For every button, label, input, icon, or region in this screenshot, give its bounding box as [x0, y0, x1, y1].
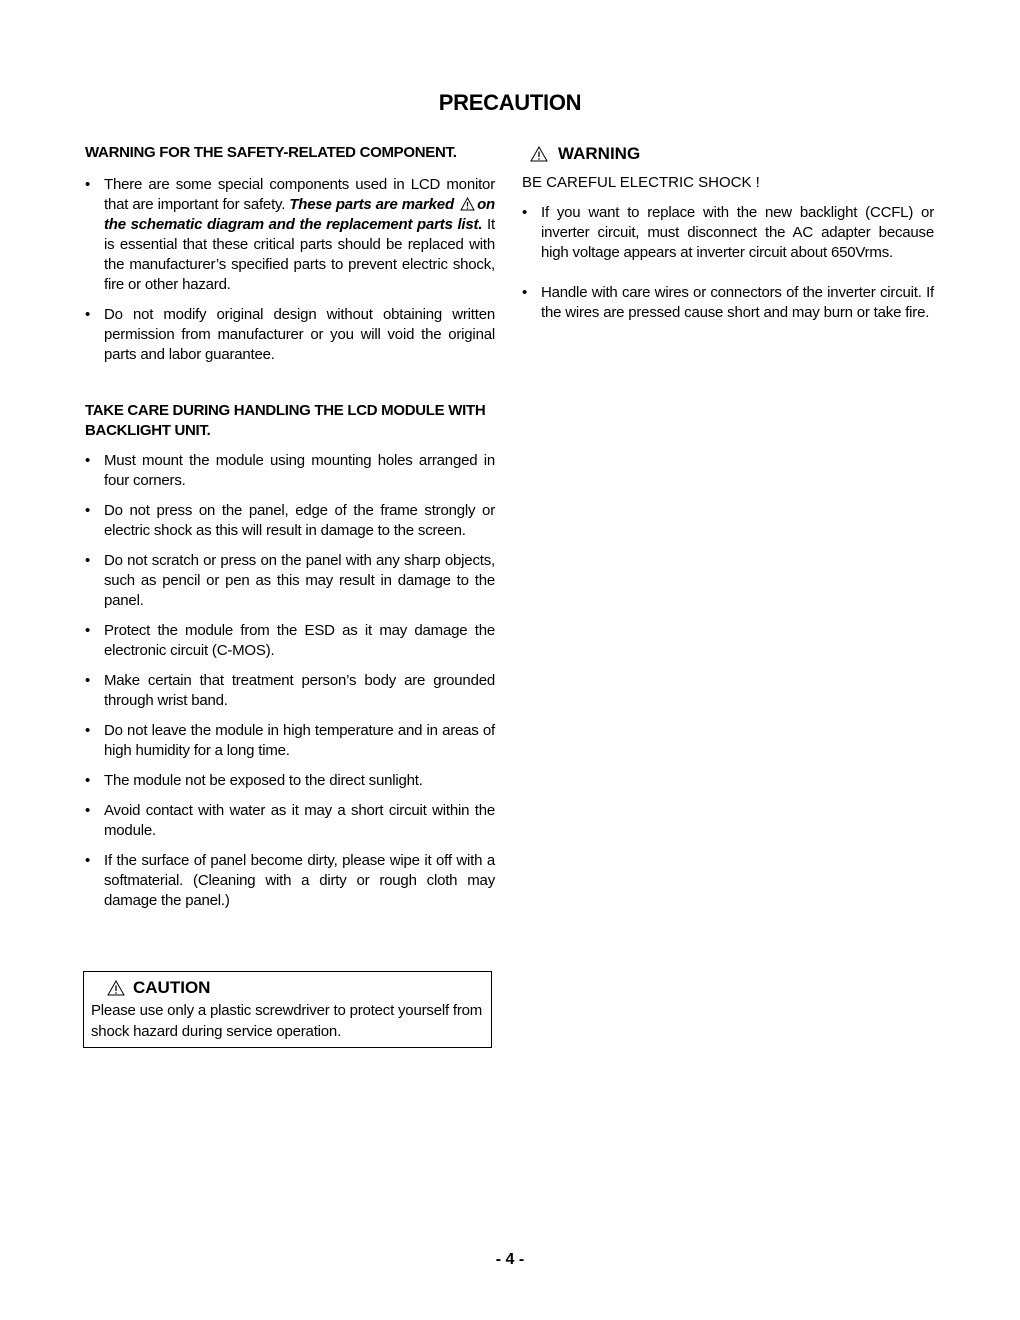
list-item: • Do not press on the panel, edge of the frame strongly or electric shock as this will result in damage to the screen.	[85, 502, 495, 539]
caution-text: Please use only a plastic screwdriver to protect yourself from shock hazard during service operation.	[91, 1002, 483, 1040]
list-item: • If you want to replace with the new backlight (CCFL) or inverter circuit, must disconnect the AC adapter because high voltage appears at inverter circuit about 650Vrms.	[522, 204, 934, 261]
warning-triangle-icon	[460, 197, 475, 211]
list-item: • Protect the module from the ESD as it may damage the electronic circuit (C-MOS).	[85, 622, 495, 659]
list-item: • The module not be exposed to the direct sunlight.	[85, 772, 423, 789]
list-item: • If the surface of panel become dirty, please wipe it off with a softmaterial. (Cleaning with a dirty or rough cloth may damage the panel.)	[85, 852, 495, 909]
bullet: •	[85, 176, 91, 193]
list-item: • Do not scratch or press on the panel with any sharp objects, such as pencil or pen as this may result in damage to the panel.	[85, 552, 495, 609]
safety-list	[85, 175, 495, 365]
warning-list	[522, 203, 934, 323]
section-heading-safety: WARNING FOR THE SAFETY-RELATED COMPONENT.	[85, 144, 457, 161]
warning-triangle-icon	[530, 146, 548, 162]
list-item: • There are some special components used in LCD monitor that are important for safety. These parts are marked on the schematic diagram and the replacement parts list. It is essential that these critical parts should be replaced with the manufacturer’s specified parts to prevent electric shock, fire or other hazard.	[85, 176, 495, 293]
list-item: • Do not leave the module in high temperature and in areas of high humidity for a long time.	[85, 722, 495, 759]
left-column	[85, 143, 495, 921]
list-item: • Must mount the module using mounting holes arranged in four corners.	[85, 452, 495, 489]
caution-heading	[107, 976, 484, 1000]
shock-subheading: BE CAREFUL ELECTRIC SHOCK !	[522, 174, 760, 191]
section-heading-lcd-module: TAKE CARE DURING HANDLING THE LCD MODULE WITH BACKLIGHT UNIT.	[85, 402, 486, 439]
warning-label: WARNING	[558, 144, 641, 163]
list-item: • Handle with care wires or connectors of the inverter circuit. If the wires are pressed cause short and may burn or take fire.	[522, 284, 934, 321]
page-title: PRECAUTION	[438, 90, 582, 115]
right-column	[522, 143, 934, 333]
list-item: • Avoid contact with water as it may a short circuit within the module.	[85, 802, 495, 839]
page-number: - 4 -	[495, 1251, 525, 1268]
list-item: • Do not modify original design without obtaining written permission from manufacturer or you will void the original parts and labor guarantee.	[85, 306, 495, 363]
caution-box	[83, 971, 492, 1048]
handling-list	[85, 451, 495, 911]
warning-triangle-icon	[107, 980, 125, 996]
caution-label: CAUTION	[133, 978, 211, 997]
warning-heading	[530, 143, 934, 165]
list-item: • Make certain that treatment person’s body are grounded through wrist band.	[85, 672, 495, 709]
